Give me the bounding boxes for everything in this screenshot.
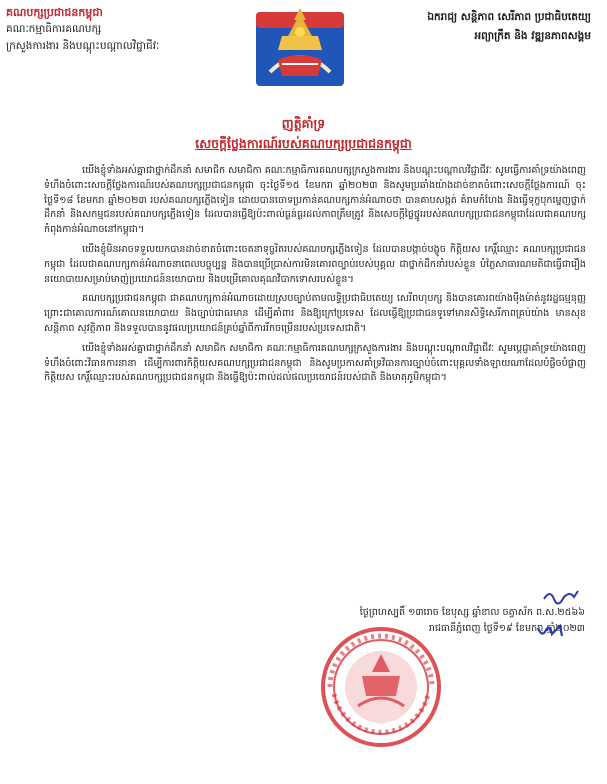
title-block	[0, 114, 607, 154]
paragraph: យើងខ្ញុំទាំងអស់គ្នាជាថ្នាក់ដឹកនាំ សមាជិក សមាជិកា គណៈកម្មាធិការគណបក្សក្រសួងការងារ និងបណ្តុះបណ្តាលវិជ្ជាជីវៈ សូមធ្វើការគាំទ្រយ៉ាងពេញទំហឹងចំពោះសេចក្តីថ្លែងការណ៍របស់គណបក្សប្រជាជនកម្ពុជា ចុះថ្ងៃទី១៥ ខែមករា ឆ្នាំ២០២៣ និងសូមប្រឆាំងយ៉ាងដាច់ខាតចំពោះសេចក្តីថ្លែងការណ៍ ចុះថ្ងៃទី១៨ ខែមករា ឆ្នាំ២០២៣ របស់គណបក្សភ្លើងទៀន ដោយបានចោទប្រកាន់គណបក្សកាន់អំណាចថា បានគាបសង្កត់ គំរាមកំហែង និងធ្វើទុក្ខបុកម្នេញថ្នាក់ដឹកនាំ និងសកម្មជនរបស់គណបក្សភ្លើងទៀន ដែលបានធ្វើឱ្យប៉ះពាល់ធ្ងន់ធ្ងរដល់ភាពត្រឹមត្រូវ និងសេចក្តីថ្លៃថ្នូររបស់គណបក្សប្រជាជនកម្ពុជាដែលជាគណបក្សកំពុងកាន់អំណាចនៅកម្ពុជា។	[44, 165, 586, 236]
paragraph: គណបក្សប្រជាជនកម្ពុជា ជាគណបក្សកាន់អំណាចដោយស្របច្បាប់តាមលទ្ធិប្រជាធិបតេយ្យ សេរីពហុបក្ស និងបានគោរពយ៉ាងម៉ឺងម៉ាត់នូវរដ្ឋធម្មនុញ្ញ ព្រោះជាគោលការណ៍គោលនយោបាយ និងច្បាប់ជាធរមាន ដើម្បីគាំពារ និងឱ្យក្រៅប្រទេស ដែលធ្វើឱ្យប្រជាជនទូទៅមានសិទ្ធិសេរីភាពគ្រប់យ៉ាង មានសុខសន្តិភាព សុវត្ថិភាព និងទទួលបាននូវផលប្រយោជន៍គ្រប់ឆ្នាំពីការរីកចម្រើនរបស់ប្រទេសជាតិ។	[44, 293, 586, 334]
document-subtitle: សេចក្តីថ្លែងការណ៍របស់គណបក្សប្រជាជនកម្ពុជា	[195, 136, 412, 151]
national-motto-line1: ឯករាជ្យ សន្តិភាព សេរីភាព ប្រជាធិបតេយ្យ	[427, 11, 591, 23]
signature-icon	[534, 622, 568, 642]
header-left	[6, 4, 196, 55]
solar-date: រាជធានីភ្នំពេញ ថ្ងៃទី១៩ ខែមករា ឆ្នាំ២០២៣	[428, 623, 585, 634]
lunar-date: ថ្ងៃព្រហស្បតិ៍ ១៣រោច ខែបុស្ស ឆ្នាំខាល ចត្វាស័ក ព.ស.២៥៦៦	[359, 607, 585, 618]
national-motto-line2: អព្យាក្រឹត និង វឌ្ឍនភាពសង្គម	[474, 30, 591, 42]
party-name: គណបក្សប្រជាជនកម្ពុជា	[6, 6, 103, 19]
header-right	[369, 8, 591, 46]
document-title: ញត្តិគាំទ្រ	[281, 116, 326, 131]
official-seal-icon	[318, 624, 444, 750]
paragraph: យើងខ្ញុំទាំងអស់គ្នាជាថ្នាក់ដឹកនាំ សមាជិក សមាជិកា គណៈកម្មាធិការគណបក្សក្រសួងការងារ និងបណ្តុះបណ្តាលវិជ្ជាជីវៈ សូមប្តេជ្ញាគាំទ្រយ៉ាងពេញទំហឹងចំពោះវិធានការនានា ដើម្បីការពារកិត្តិយសគណបក្សប្រជាជនកម្ពុជា និងសូមប្រកាសគាំទ្រវិធានការច្បាប់ចំពោះបុគ្គលទាំងឡាយណាដែលបំផ្លិចបំផ្លាញកិត្តិយស កេរ្តិ៍ឈ្មោះរបស់គណបក្សប្រជាជនកម្ពុជា និងធ្វើឱ្យប៉ះពាល់ដល់ផលប្រយោជន៍របស់ជាតិ និងមាតុភូមិកម្ពុជា។	[44, 342, 586, 384]
statement-body	[44, 164, 586, 391]
party-logo-icon	[252, 2, 348, 88]
paragraph: យើងខ្ញុំមិនអាចទទួលយកបានដាច់ខាតចំពោះចេតនាទុច្ចរិតរបស់គណបក្សភ្លើងទៀន ដែលបានបង្កាច់បង្ខូច កិត្តិយស កេរ្តិ៍ឈ្មោះ គណបក្សប្រជាជនកម្ពុជា ដែលជាគណបក្សកាន់អំណាចនាពេលបច្ចុប្បន្ន និងបានប្រើប្រាស់ការមិនគោរពច្បាប់របស់បុគ្គល ជាថ្នាក់ដឹកនាំរបស់ខ្លួន បំភ្លៃសាធារណមតិជាធ្វើជារឿងនយោបាយសម្រាប់មាញ់ប្រយោជន៍នយោបាយ និងបម្រើគោលគុណវិបាកទោសរបស់ខ្លួន។	[44, 243, 586, 285]
committee-name: គណៈកម្មាធិការគណបក្ស	[6, 23, 102, 35]
initial-mark-icon	[540, 585, 582, 607]
ministry-name: ក្រសួងការងារ និងបណ្តុះបណ្តាលវិជ្ជាជីវៈ	[6, 40, 160, 52]
